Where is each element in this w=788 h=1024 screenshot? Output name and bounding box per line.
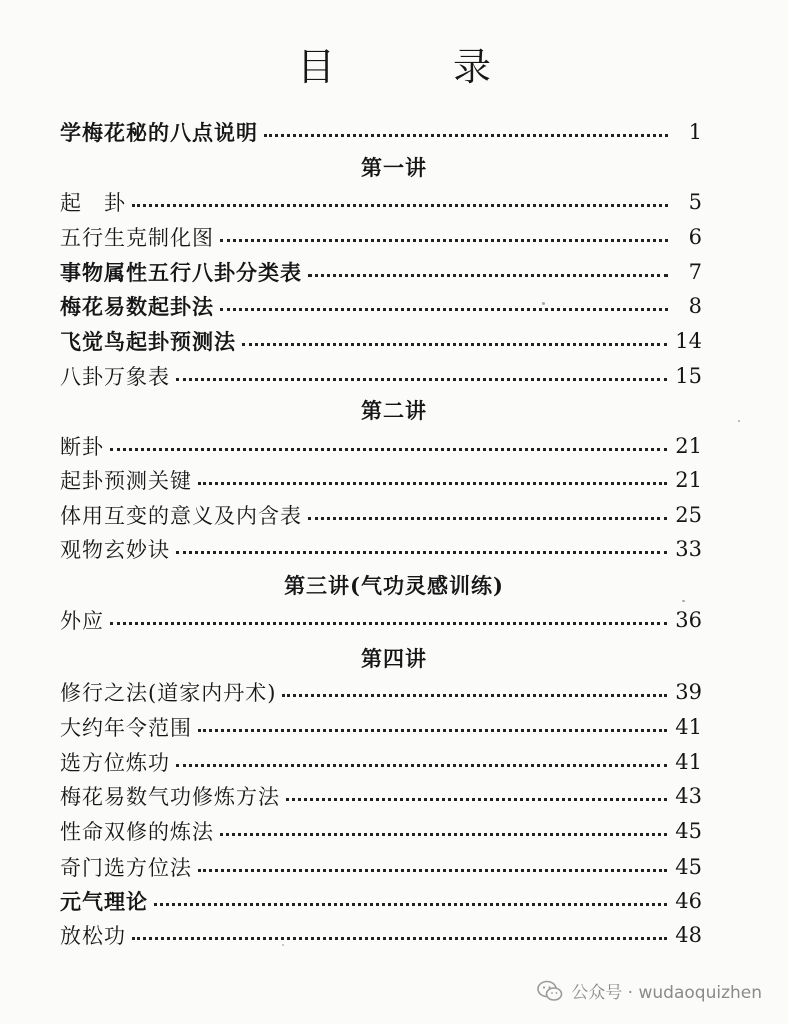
toc-page-number: 48 (675, 923, 702, 947)
toc-entry[interactable] (60, 533, 702, 565)
toc-page-number: 7 (688, 260, 702, 284)
toc-page-number: 43 (675, 784, 702, 808)
dot-leader (220, 308, 668, 311)
toc-entry[interactable] (60, 116, 702, 148)
toc-page-number: 41 (675, 715, 702, 739)
dot-leader (220, 239, 668, 242)
toc-page-number: 14 (675, 329, 702, 353)
toc-entry-label: 起卦预测关键 (60, 469, 192, 493)
toc-entry-label: 五行生克制化图 (60, 226, 214, 250)
dot-leader (308, 517, 667, 520)
toc-entry[interactable] (60, 325, 702, 357)
toc-entry[interactable] (60, 290, 702, 322)
toc-page-number: 45 (675, 819, 702, 843)
section-heading: 第一讲 (361, 155, 427, 180)
toc-entry-label: 大约年令范围 (60, 716, 192, 740)
dot-leader (286, 798, 667, 801)
toc-entry[interactable] (60, 256, 702, 288)
toc-entry-label: 外应 (60, 609, 104, 633)
dot-leader (242, 343, 667, 346)
scan-speck (542, 302, 545, 305)
toc-entry-label: 体用互变的意义及内含表 (60, 504, 302, 528)
toc-entry-label: 梅花易数起卦法 (60, 294, 214, 319)
toc-entry[interactable] (60, 360, 702, 392)
toc-page-number: 41 (675, 750, 702, 774)
toc-entry[interactable] (60, 430, 702, 462)
toc-entry[interactable] (60, 221, 702, 253)
toc-entry[interactable] (60, 919, 702, 951)
toc-entry-label: 学梅花秘的八点说明 (60, 120, 258, 145)
toc-entry[interactable] (60, 851, 702, 883)
dot-leader (132, 204, 668, 207)
toc-entry-label: 选方位炼功 (60, 751, 170, 775)
toc-entry[interactable] (60, 464, 702, 496)
toc-entry-label: 事物属性五行八卦分类表 (60, 260, 302, 285)
scan-speck (282, 944, 284, 946)
toc-entry[interactable] (60, 604, 702, 636)
toc-entry[interactable] (60, 815, 702, 847)
toc-page-number: 8 (688, 294, 702, 318)
watermark-text: 公众号 · wudaoquizhen (571, 983, 762, 1003)
toc-page-number: 39 (675, 680, 702, 704)
toc-entry-label: 八卦万象表 (60, 365, 170, 389)
toc-entry[interactable] (60, 746, 702, 778)
toc-entry-label: 断卦 (60, 435, 104, 459)
dot-leader (154, 903, 667, 906)
watermark (537, 978, 762, 1003)
toc-entry[interactable] (60, 676, 702, 708)
toc-page-number: 21 (675, 468, 702, 492)
dot-leader (308, 274, 668, 277)
toc-entry[interactable] (60, 711, 702, 743)
dot-leader (176, 551, 667, 554)
toc-entry[interactable] (60, 499, 702, 531)
section-heading: 第三讲(气功灵感训练) (284, 573, 504, 598)
page-title: 目 录 (296, 45, 531, 89)
toc-page-number: 5 (688, 190, 702, 214)
toc-entry-label: 性命双修的炼法 (60, 820, 214, 844)
section-heading: 第四讲 (361, 646, 427, 671)
toc-page-number: 46 (675, 889, 702, 913)
toc-entry-label: 修行之法(道家内丹术) (60, 681, 277, 705)
toc-entry[interactable] (60, 885, 702, 917)
dot-leader (110, 622, 667, 625)
dot-leader (282, 694, 667, 697)
toc-page-number: 45 (675, 855, 702, 879)
dot-leader (198, 869, 667, 872)
toc-page-number: 36 (675, 608, 702, 632)
dot-leader (132, 937, 667, 940)
toc-page-number: 25 (675, 503, 702, 527)
toc-page-number: 33 (675, 537, 702, 561)
dot-leader (176, 378, 667, 381)
toc-entry-label: 梅花易数气功修炼方法 (60, 785, 280, 809)
dot-leader (198, 482, 667, 485)
toc-page-number: 15 (675, 364, 702, 388)
dot-leader (176, 764, 667, 767)
toc-entry[interactable] (60, 780, 702, 812)
toc-entry-label: 观物玄妙诀 (60, 538, 170, 562)
dot-leader (198, 729, 667, 732)
toc-entry-label: 元气理论 (60, 889, 148, 914)
toc-entry[interactable] (60, 186, 702, 218)
scan-speck (738, 420, 740, 422)
toc-entry-label: 奇门选方位法 (60, 856, 192, 880)
section-heading: 第二讲 (361, 398, 427, 423)
toc-entry-label: 放松功 (60, 924, 126, 948)
toc-entry-label: 起 卦 (60, 191, 126, 215)
dot-leader (264, 134, 668, 137)
wechat-icon (537, 980, 563, 1002)
scan-speck (682, 600, 685, 602)
dot-leader (220, 833, 667, 836)
toc-page-number: 21 (675, 434, 702, 458)
toc-entry-label: 飞觉鸟起卦预测法 (60, 329, 236, 354)
toc-page-number: 6 (688, 225, 702, 249)
dot-leader (110, 448, 667, 451)
toc-page-number: 1 (688, 120, 702, 144)
